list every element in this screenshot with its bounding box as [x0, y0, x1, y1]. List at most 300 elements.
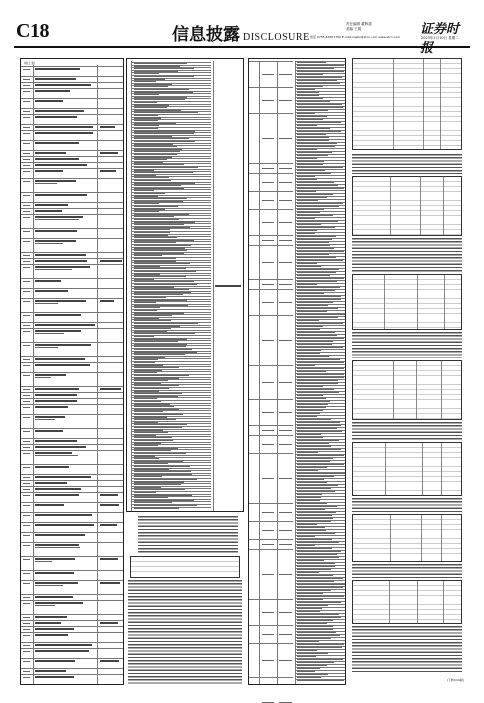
row-text — [297, 680, 344, 681]
row-text — [297, 641, 319, 642]
table-row — [21, 594, 123, 595]
row-text — [297, 530, 326, 531]
row-text — [262, 660, 274, 661]
table-row — [21, 88, 123, 89]
table-row — [21, 288, 123, 289]
table-row — [21, 98, 123, 99]
row-text — [297, 536, 315, 537]
body-text — [128, 580, 242, 684]
row-index — [23, 143, 30, 144]
row-text — [297, 179, 317, 180]
table-row — [21, 252, 123, 253]
row-index — [23, 331, 30, 332]
row-text — [35, 514, 92, 516]
row-note — [100, 170, 116, 172]
row-text — [297, 413, 320, 414]
table-row — [21, 512, 123, 513]
row-index — [23, 431, 30, 432]
table-row — [21, 202, 123, 203]
row-text — [297, 440, 339, 441]
row-text — [262, 634, 274, 635]
row-text — [297, 443, 329, 444]
table-divider — [417, 275, 418, 329]
row-text — [297, 647, 342, 648]
row-text — [279, 612, 292, 613]
row-index — [23, 267, 30, 268]
table-row — [21, 486, 123, 487]
row-text — [35, 634, 68, 636]
table-row — [21, 392, 123, 393]
row-text — [297, 182, 334, 183]
row-text — [35, 364, 90, 366]
table-row — [21, 522, 123, 523]
row-text — [279, 222, 292, 223]
row-index — [23, 91, 30, 92]
row-text — [35, 358, 85, 360]
row-text — [279, 100, 292, 101]
table-divider — [384, 275, 385, 329]
row-index — [23, 651, 30, 652]
table-row — [21, 162, 123, 163]
row-text — [297, 629, 333, 630]
row-text — [297, 416, 317, 417]
table-row — [249, 209, 293, 210]
row-text — [297, 299, 341, 300]
table-row — [21, 372, 123, 373]
row-text — [297, 239, 332, 240]
table-divider — [441, 361, 442, 419]
row-text — [297, 584, 345, 585]
table-divider — [416, 361, 417, 419]
table-row — [21, 474, 123, 475]
row-text — [35, 670, 66, 672]
row-text — [297, 191, 316, 192]
row-text — [297, 473, 345, 474]
row-text — [279, 262, 292, 263]
row-text — [35, 100, 63, 102]
table-row — [21, 238, 123, 239]
row-text — [35, 132, 93, 134]
row-text — [35, 504, 64, 506]
row-index — [23, 127, 30, 128]
row-text — [262, 240, 274, 241]
row-text — [297, 230, 317, 231]
table-row — [249, 677, 293, 678]
row-text — [279, 430, 292, 431]
row-text — [297, 317, 338, 318]
table-row — [249, 113, 293, 114]
row-text — [35, 314, 81, 316]
row-text — [297, 254, 329, 255]
row-text — [262, 412, 274, 413]
row-text — [297, 599, 323, 600]
row-text — [297, 320, 319, 321]
table-divider — [423, 59, 424, 149]
row-text — [297, 560, 324, 561]
row-text — [35, 524, 94, 526]
table-divider — [417, 581, 418, 623]
table-divider — [422, 443, 423, 495]
table-row — [21, 600, 123, 601]
row-text — [35, 596, 73, 598]
row-text — [297, 131, 341, 132]
row-text — [35, 622, 61, 624]
row-text — [262, 302, 274, 303]
row-text — [297, 470, 318, 471]
row-index — [23, 85, 30, 86]
row-text — [35, 416, 65, 418]
row-text — [35, 164, 87, 166]
row-text — [297, 152, 332, 153]
row-text — [297, 644, 344, 645]
table-divider — [277, 61, 278, 684]
row-text — [297, 566, 335, 567]
row-text — [35, 330, 81, 332]
row-index — [23, 583, 30, 584]
contact-line: 电话 0755-83501750 E-mail:zqsbz@stcn.com www.stcn.com — [310, 35, 401, 39]
row-text — [35, 482, 67, 484]
section-title-cn: 信息披露 — [172, 25, 240, 45]
row-text — [35, 269, 72, 270]
table-row — [21, 130, 123, 131]
row-text — [297, 485, 338, 486]
row-text — [35, 116, 77, 118]
table-divider — [389, 581, 390, 623]
row-text — [297, 452, 318, 453]
row-text — [297, 386, 323, 387]
table-row — [21, 356, 123, 357]
row-text — [134, 507, 179, 508]
row-text — [262, 182, 274, 183]
row-text — [262, 168, 274, 169]
row-text — [297, 347, 343, 348]
row-text — [35, 194, 87, 196]
row-index — [23, 645, 30, 646]
row-text — [297, 650, 317, 651]
editor-line: 责任编辑 董辉超 — [346, 22, 372, 26]
table-row — [21, 404, 123, 405]
row-text — [35, 455, 78, 456]
row-index — [23, 489, 30, 490]
row-text — [297, 233, 315, 234]
body-text — [138, 516, 238, 554]
row-text — [35, 644, 92, 646]
table-row — [21, 124, 123, 125]
data-table — [352, 514, 462, 562]
table-row — [21, 502, 123, 503]
row-index — [23, 483, 30, 484]
row-text — [297, 578, 343, 579]
data-table — [352, 274, 462, 330]
body-text — [352, 332, 462, 358]
data-table — [352, 360, 462, 420]
row-index — [23, 69, 30, 70]
row-text — [297, 428, 337, 429]
row-text — [262, 444, 274, 445]
row-index — [23, 217, 30, 218]
row-text — [297, 257, 336, 258]
row-text — [297, 410, 323, 411]
row-index — [23, 515, 30, 516]
row-text — [297, 653, 328, 654]
table-divider — [443, 177, 444, 235]
row-text — [279, 574, 292, 575]
table-row — [21, 228, 123, 229]
row-text — [297, 98, 323, 99]
row-index — [23, 111, 30, 112]
row-text — [297, 455, 344, 456]
table-row — [249, 503, 293, 504]
row-index — [23, 467, 30, 468]
row-text — [297, 551, 341, 552]
table-row — [21, 82, 123, 83]
table-row — [249, 245, 293, 246]
row-text — [35, 158, 79, 160]
row-text — [297, 251, 344, 252]
row-index — [23, 559, 30, 560]
row-text — [297, 500, 320, 501]
row-text — [297, 488, 331, 489]
row-text — [279, 168, 292, 169]
row-text — [297, 170, 325, 171]
date-line: 2023年1月10日 星期二 — [421, 36, 459, 40]
table-row — [21, 278, 123, 279]
row-text — [297, 494, 322, 495]
row-text — [35, 561, 52, 562]
table-row — [21, 192, 123, 193]
row-text — [297, 83, 340, 84]
row-text — [297, 101, 330, 102]
row-text — [297, 515, 332, 516]
row-text — [297, 278, 344, 279]
row-index — [23, 79, 30, 80]
row-text — [262, 138, 274, 139]
row-text — [297, 668, 320, 669]
row-index — [23, 671, 30, 672]
row-text — [297, 368, 344, 369]
table-row — [249, 235, 293, 236]
row-text — [297, 407, 326, 408]
column-4 — [350, 58, 464, 685]
table-row — [21, 542, 123, 543]
row-text — [297, 461, 330, 462]
row-text — [35, 170, 63, 172]
row-text — [35, 254, 86, 256]
row-text — [297, 194, 333, 195]
row-index — [23, 171, 30, 172]
row-text — [297, 65, 344, 66]
table-divider — [393, 59, 394, 149]
row-index — [23, 195, 30, 196]
row-text — [297, 662, 334, 663]
row-text — [297, 527, 325, 528]
row-text — [297, 479, 324, 480]
row-note — [100, 126, 115, 128]
row-text — [297, 140, 329, 141]
table-row — [21, 208, 123, 209]
row-text — [35, 333, 64, 334]
data-table — [352, 58, 462, 150]
row-text — [297, 326, 323, 327]
row-text — [297, 605, 328, 606]
row-text — [297, 329, 320, 330]
table-divider — [443, 581, 444, 623]
row-text — [279, 412, 292, 413]
row-text — [279, 660, 292, 661]
section-title-en: DISCLOSURE — [243, 32, 310, 43]
table-row — [249, 453, 293, 454]
row-text — [297, 395, 323, 396]
row-text — [297, 521, 331, 522]
row-text — [35, 260, 87, 262]
row-index — [23, 365, 30, 366]
row-text — [297, 245, 330, 246]
table-row — [21, 556, 123, 557]
row-text — [262, 530, 274, 531]
table-row — [21, 464, 123, 465]
table-row — [21, 532, 123, 533]
row-text — [35, 394, 77, 396]
row-index — [23, 441, 30, 442]
row-text — [297, 467, 327, 468]
row-text — [297, 143, 337, 144]
row-text — [297, 89, 315, 90]
table-row — [21, 480, 123, 481]
row-text — [35, 400, 77, 402]
row-text — [279, 302, 292, 303]
row-text — [297, 533, 335, 534]
table-row — [21, 76, 123, 77]
body-text — [352, 422, 462, 440]
row-text — [35, 78, 76, 80]
row-text — [297, 365, 315, 366]
row-text — [297, 275, 330, 276]
row-text — [297, 341, 333, 342]
row-text — [297, 212, 320, 213]
row-text — [297, 608, 322, 609]
row-text — [297, 134, 326, 135]
row-text — [297, 638, 331, 639]
table-row — [21, 168, 123, 169]
row-text — [262, 262, 274, 263]
row-index — [23, 231, 30, 232]
row-text — [297, 164, 323, 165]
row-text — [297, 311, 327, 312]
row-text — [35, 377, 51, 378]
row-text — [297, 422, 340, 423]
row-text — [297, 260, 343, 261]
row-index — [23, 153, 30, 154]
table-row — [21, 150, 123, 151]
row-index — [23, 535, 30, 536]
row-text — [297, 464, 344, 465]
row-index — [23, 101, 30, 102]
row-text — [297, 359, 340, 360]
row-text — [262, 544, 274, 545]
table-row — [21, 642, 123, 643]
row-index — [23, 495, 30, 496]
row-text — [262, 74, 274, 75]
row-text — [297, 503, 327, 504]
row-text — [279, 284, 292, 285]
row-text — [35, 419, 55, 420]
row-text — [35, 266, 90, 268]
row-text — [35, 84, 91, 86]
row-text — [297, 188, 344, 189]
row-index — [23, 573, 30, 574]
row-text — [297, 548, 332, 549]
row-text — [297, 617, 341, 618]
row-index — [23, 597, 30, 598]
table-row — [249, 315, 293, 316]
row-text — [297, 119, 323, 120]
row-text — [297, 74, 323, 75]
row-text — [279, 512, 292, 513]
row-text — [297, 602, 341, 603]
row-note — [215, 285, 241, 287]
row-text — [35, 344, 91, 346]
row-text — [297, 635, 340, 636]
table-row — [21, 342, 123, 343]
table-row — [21, 658, 123, 659]
table-row — [21, 626, 123, 627]
table-row — [249, 521, 293, 522]
row-text — [279, 444, 292, 445]
row-text — [297, 86, 323, 87]
row-text — [297, 575, 333, 576]
table-divider — [441, 443, 442, 495]
row-text — [35, 243, 63, 244]
body-text — [352, 238, 462, 272]
row-text — [297, 509, 325, 510]
table-row — [249, 599, 293, 600]
row-text — [297, 401, 330, 402]
row-text — [297, 296, 341, 297]
row-text — [262, 340, 274, 341]
row-text — [297, 425, 341, 426]
row-text — [35, 572, 74, 574]
row-text — [297, 215, 333, 216]
row-text — [297, 158, 317, 159]
table-row — [21, 438, 123, 439]
row-text — [297, 632, 336, 633]
row-text — [297, 62, 326, 63]
row-text — [297, 128, 330, 129]
row-text — [297, 512, 336, 513]
table-divider — [393, 361, 394, 419]
row-text — [297, 314, 345, 315]
row-text — [297, 398, 326, 399]
row-index — [23, 315, 30, 316]
table-divider — [33, 65, 34, 684]
table-divider — [444, 275, 445, 329]
row-text — [279, 382, 292, 383]
row-text — [297, 587, 343, 588]
row-text — [297, 335, 337, 336]
table-row — [249, 365, 293, 366]
row-text — [297, 290, 335, 291]
row-index — [23, 165, 30, 166]
row-text — [297, 581, 334, 582]
table-row — [21, 322, 123, 323]
row-text — [297, 569, 331, 570]
row-text — [297, 308, 338, 309]
row-text — [297, 242, 329, 243]
row-text — [297, 593, 323, 594]
table-row — [21, 66, 123, 67]
table-column-1 — [20, 58, 124, 685]
table-row — [249, 191, 293, 192]
